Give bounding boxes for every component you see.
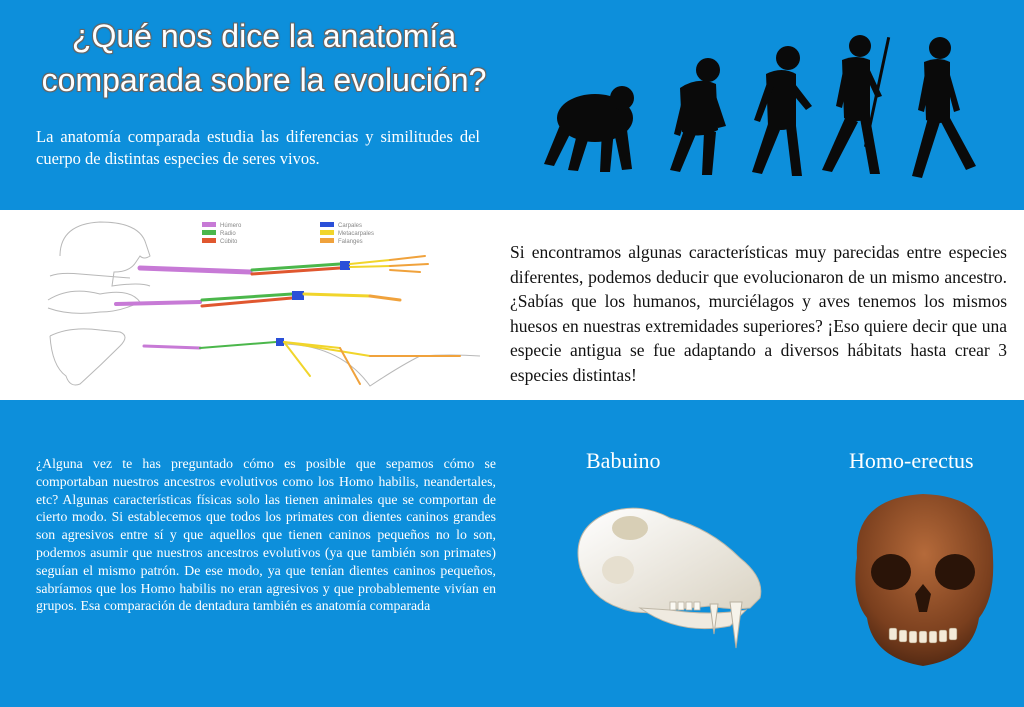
legend-swatch-radio <box>202 230 216 235</box>
legend-cubito: Cúbito <box>220 239 238 245</box>
bat-wing-bones <box>144 338 460 384</box>
chimp-silhouette <box>544 86 634 172</box>
habilis-silhouette <box>752 46 812 176</box>
legend-humero: Húmero <box>220 223 242 229</box>
legend-falanges: Falanges <box>338 239 363 245</box>
legend-swatch-cubito <box>202 238 216 243</box>
homo-erectus-skull-image <box>843 488 1003 678</box>
human-arm-bones <box>140 256 428 274</box>
legend-swatch-falanges <box>320 238 334 243</box>
baboon-skull-image <box>560 498 770 653</box>
bat-outline <box>50 329 125 385</box>
limb-comparison-diagram <box>40 216 490 394</box>
legend-carpales: Carpales <box>338 223 363 229</box>
legend-swatch-metacarpales <box>320 230 334 235</box>
legend-swatch-humero <box>202 222 216 227</box>
page-title: ¿Qué nos dice la anatomía comparada sobre la evolución? <box>41 18 487 98</box>
evolution-silhouettes <box>530 30 1000 190</box>
legend-radio: Radio <box>220 231 236 237</box>
dentition-text: ¿Alguna vez te has preguntado cómo es posible que sepamos cómo se comportaban nuestros ancestros evolutivos como los Homo habilis, neandertales, etc? Algunas características físicas solo las tienen animales que se comportan de cierto modo. Si establecemos que todos los primates con dientes caninos grandes son agresivos entre sí y que aquellos que tienen caninos pequeños no lo son, podemos asumir que nuestros ancestros evolutivos (ya que también son primates) seguían el mismo patrón. De ese modo, ya que tenían dientes caninos pequeños, sabríamos que los Homo habilis no eran agresivos y que probablemente vivían en grupos. Esa comparación de dentadura también es anatomía comparada <box>36 456 496 614</box>
erectus-silhouette <box>822 35 890 174</box>
bone-legend <box>202 222 374 245</box>
legend-swatch-carpales <box>320 222 334 227</box>
intro-text: La anatomía comparada estudia las diferencias y similitudes del cuerpo de distintas especies de seres vivos. <box>36 127 480 168</box>
baboon-label: Babuino <box>586 448 661 473</box>
legend-metacarpales: Metacarpales <box>338 231 375 237</box>
bird-wing-bones <box>116 291 400 306</box>
australopithecus-silhouette <box>670 58 726 175</box>
homology-text: Si encontramos algunas características muy parecidas entre especies diferentes, podemos deducir que evolucionaron de un mismo ancestro. ¿Sabías que los humanos, murciélagos y aves tenemos los mismos huesos en nuestras extremidades superiores? ¡Eso quiere decir que una especie antigua se fue adaptando a diversos hábitats hasta crear 3 especies distintas! <box>510 242 1007 385</box>
homo-erectus-label: Homo-erectus <box>849 448 974 473</box>
sapiens-silhouette <box>912 37 976 178</box>
